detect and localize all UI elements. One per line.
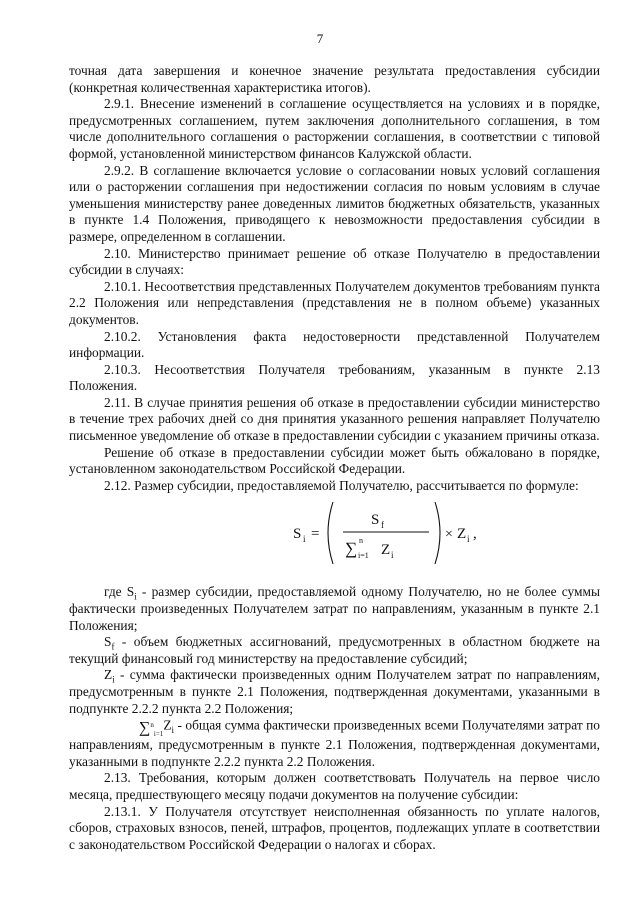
paragraph-2-10: 2.10. Министерство принимает решение об отказе Получателю в предоставлении субсидии в случаях: xyxy=(69,245,600,278)
formula-denominator-var: Z xyxy=(381,542,391,559)
paragraph-2-10-1: 2.10.1. Несоответствия представленных Получателем документов требованиям пункта 2.2 Положения или непредставления (представления не в полном объеме) указанных документов. xyxy=(69,278,600,327)
formula-sum-sign: ∑ xyxy=(345,539,358,559)
paragraph-2-13-1: 2.13.1. У Получателя отсутствует неисполненная обязанность по уплате налогов, сборов, страховых взносов, пеней, штрафов, процентов, подлежащих уплате в соответствии с законодательством Российской Федерации о налогах и сборах. xyxy=(69,803,600,852)
definition-sf: $S_f$ - объем бюджетных ассигнований, предусмотренных в областном бюджете на текущий финансовый год министерству на предоставление субсидий; xyxy=(69,634,600,666)
sum-symbol: ∑$^n_{i=1}$ xyxy=(139,719,164,739)
paragraph-2-10-2: 2.10.2. Установления факта недостоверности представленной Получателем информации. xyxy=(69,328,600,361)
paragraph-2-10-3: 2.10.3. Несоответствия Получателя требованиям, указанным в пункте 2.13 Положения. xyxy=(69,361,600,394)
paragraph-2-13: 2.13. Требования, которым должен соответствовать Получатель на первое число месяца, предшествующего месяцу подачи документов на получение субсидии: xyxy=(69,770,600,803)
formula-left-paren xyxy=(328,502,333,564)
formula-comma: , xyxy=(473,526,477,543)
page-number: 7 xyxy=(316,31,324,46)
formula-times: × xyxy=(445,527,453,543)
formula-denominator-var-sub: i xyxy=(391,550,394,561)
paragraph-2-9-1: 2.9.1. Внесение изменений в соглашение осуществляется на условиях и в порядке, предусмотренных соглашением, путем заключения дополнительного соглашения, в том числе дополнительного соглашения о расторжении соглашения, в соответствии с типовой формой, установленной министерством финансов Калужской области. xyxy=(69,96,600,161)
formula-sum-upper: n xyxy=(359,536,363,546)
formula-rhs: Z xyxy=(457,526,467,543)
formula-lhs: S xyxy=(293,526,302,543)
paragraph: точная дата завершения и конечное значение результата предоставления субсидии (конкретная количественная характеристика итогов). xyxy=(69,63,600,95)
formula-numerator-sub: f xyxy=(381,520,384,531)
definition-zi: $Z_i$ - сумма фактически произведенных одним Получателем затрат по направлениям, предусмотренным в пункте 2.1 Положения, подтвержденная документами, указанными в подпункте 2.2.2 пункта 2.2 Положения; xyxy=(69,667,600,716)
document-body xyxy=(69,63,600,853)
paragraph-appeal: Решение об отказе в предоставлении субсидии может быть обжаловано в порядке, установленном законодательством Российской Федерации. xyxy=(69,444,600,477)
definition-si: где $S_i$ - размер субсидии, предоставляемой одному Получателю, но не более суммы фактически произведенных Получателем затрат по направлениям, указанным в пункте 2.1 Положения; xyxy=(69,584,600,633)
paragraph-2-12: 2.12. Размер субсидии, предоставляемой Получателю, рассчитывается по формуле: xyxy=(104,477,579,493)
formula-sum-lower: i=1 xyxy=(358,551,369,561)
formula-equals: = xyxy=(311,526,320,543)
formula-right-paren xyxy=(435,502,440,564)
formula-numerator: S xyxy=(371,512,380,529)
formula-rhs-sub: i xyxy=(467,534,470,545)
paragraph-2-9-2: 2.9.2. В соглашение включается условие о согласовании новых условий соглашения или о расторжении соглашения при недостижении согласия по новым условиям в случае уменьшения министерству ранее доведенных лимитов бюджетных обязательств, указанных в пункте 1.4 Положения, приводящего к невозможности предоставления субсидии в размере, определенном в соглашении. xyxy=(69,162,600,244)
definition-sum-zi: $\sum^n_{i=1}Z_i$ - общая сумма фактически произведенных всеми Получателями затрат по направлениям, предусмотренным в пункте 2.1 Положения, подтвержденная документами, указанными в подпункте 2.2.2 пункта 2.2 Положения. xyxy=(69,717,600,769)
formula-lhs-sub: i xyxy=(303,534,306,545)
paragraph-2-11: 2.11. В случае принятия решения об отказе в предоставлении субсидии министерство в течение трех рабочих дней со дня принятия указанного решения направляет Получателю письменное уведомление об отказе в предоставлении субсидии с указанием причины отказа. xyxy=(69,394,600,444)
subsidy-formula xyxy=(69,496,600,570)
